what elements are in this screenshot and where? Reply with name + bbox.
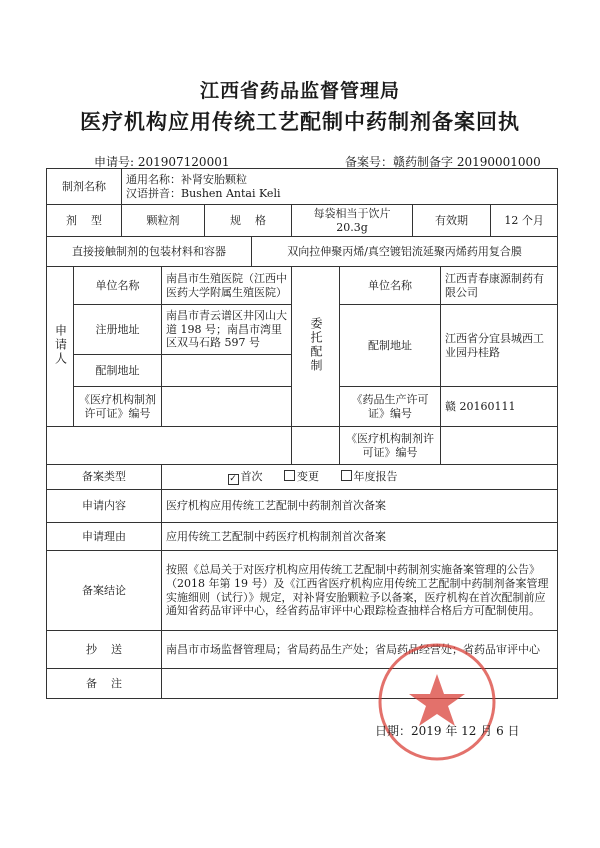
applicant-unit-label: 单位名称	[74, 267, 162, 305]
option-change[interactable]: 变更	[284, 470, 319, 483]
application-reason-label: 申请理由	[47, 523, 162, 551]
application-content-value: 医疗机构应用传统工艺配制中药制剂首次备案	[162, 490, 558, 523]
medical-license-value	[441, 427, 558, 465]
validity-value: 12 个月	[491, 205, 558, 237]
medical-license-label: 《医疗机构制剂许可证》编号	[340, 427, 441, 465]
applicant-prep-address-label: 配制地址	[74, 355, 162, 387]
checkbox-icon	[341, 470, 352, 481]
spacer-cell	[47, 427, 292, 465]
document-title: 医疗机构应用传统工艺配制中药制剂备案回执	[80, 109, 520, 134]
application-reason-value: 应用传统工艺配制中药医疗机构制剂首次备案	[162, 523, 558, 551]
conclusion-value: 按照《总局关于对医疗机构应用传统工艺配制中药制剂实施备案管理的公告》（2018 年第 19 号）及《江西省医疗机构应用传统工艺配制中药制剂备案管理实施细则（试行）》规定，对补肾安胎颗粒予以备案，医疗机构在首次配制前应通知省药品审评中心，经省药品审评中心跟踪检查抽样合格后方可配制使用。	[162, 551, 558, 631]
entrusted-prep-address-value: 江西省分宜县城西工业园丹桂路	[441, 305, 558, 387]
application-content-label: 申请内容	[47, 490, 162, 523]
record-form-table	[46, 168, 558, 699]
prep-name-cell	[122, 169, 558, 205]
packaging-label: 直接接触制剂的包装材料和容器	[47, 237, 252, 267]
prep-name-label: 制剂名称	[47, 169, 122, 205]
pinyin-name: 汉语拼音：Bushen Antai Keli	[126, 186, 281, 200]
applicant-address-value: 南昌市青云谱区井冈山大道 198 号；南昌市湾里区双马石路 597 号	[162, 305, 292, 355]
applicant-address-label: 注册地址	[74, 305, 162, 355]
entrusted-unit-value: 江西青春康源制药有限公司	[441, 267, 558, 305]
checkbox-icon	[284, 470, 295, 481]
applicant-license-value	[162, 387, 292, 427]
checkbox-checked-icon: ✓	[229, 473, 237, 484]
dosage-form-label: 剂 型	[47, 205, 122, 237]
drug-production-license-label: 《药品生产许可证》编号	[340, 387, 441, 427]
common-name: 通用名称：补肾安胎颗粒	[126, 172, 247, 186]
spacer-cell-mid	[292, 427, 340, 465]
option-annual-report[interactable]: 年度报告	[341, 470, 398, 483]
application-number: 申请号: 201907120001	[94, 155, 230, 169]
entrusted-side-label: 委托配制	[292, 267, 340, 427]
applicant-prep-address-value	[162, 355, 292, 387]
specification-label: 规 格	[205, 205, 292, 237]
packaging-value: 双向拉伸聚丙烯/真空镀铝流延聚丙烯药用复合膜	[252, 237, 558, 267]
entrusted-unit-label: 单位名称	[340, 267, 441, 305]
dosage-form-value: 颗粒剂	[122, 205, 205, 237]
remarks-label: 备 注	[47, 669, 162, 699]
option-first-time[interactable]: ✓ 首次	[229, 469, 263, 484]
record-type-label: 备案类型	[47, 465, 162, 490]
entrusted-prep-address-label: 配制地址	[340, 305, 441, 387]
validity-label: 有效期	[413, 205, 491, 237]
applicant-license-label: 《医疗机构制剂许可证》编号	[74, 387, 162, 427]
agency-title: 江西省药品监督管理局	[199, 80, 400, 102]
specification-value: 每袋相当于饮片 20.3g	[292, 205, 413, 237]
applicant-side-label: 申请人	[47, 267, 74, 427]
conclusion-label: 备案结论	[47, 551, 162, 631]
cc-value: 南昌市市场监督管理局；省局药品生产处；省局药品经营处；省药品审评中心	[162, 631, 558, 669]
record-number: 备案号：赣药制备字 20190001000	[345, 155, 541, 169]
signature-date: 日期：2019 年 12 月 6 日	[375, 724, 520, 738]
record-type-options	[162, 465, 558, 490]
official-seal	[375, 640, 499, 764]
seal-star-icon	[409, 674, 465, 726]
drug-production-license-value: 赣 20160111	[441, 387, 558, 427]
applicant-unit-value: 南昌市生殖医院（江西中医药大学附属生殖医院）	[162, 267, 292, 305]
cc-label: 抄 送	[47, 631, 162, 669]
